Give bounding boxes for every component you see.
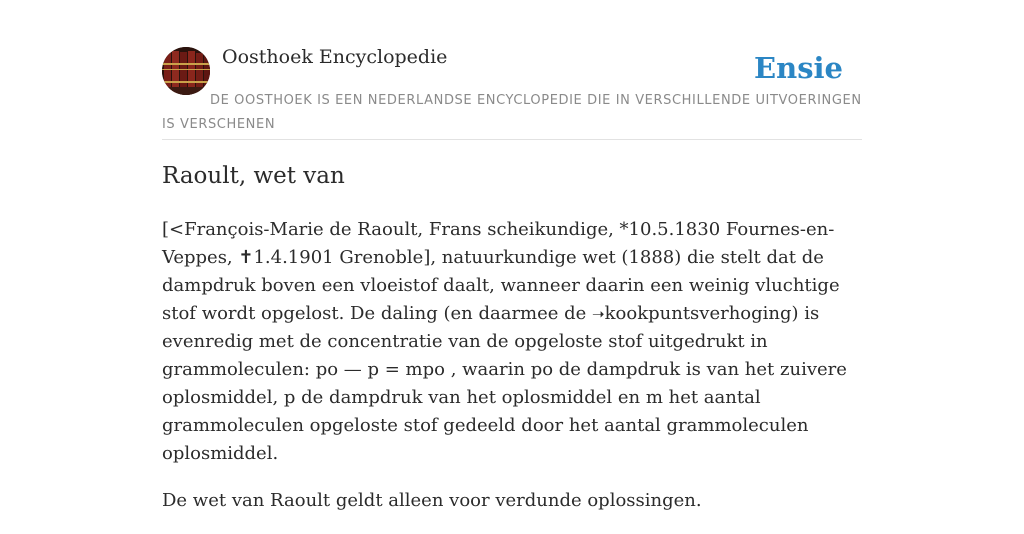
site-header	[162, 0, 862, 140]
paragraph-text: [<François-Marie de Raoult, Frans scheikundige, *10.5.1830 Fournes-en-Veppes, ✝1.4.1901 Grenoble], natuurkundige wet (1888) die stelt dat de dampdruk boven een vloeistof daalt, wanneer daarin een weinig vluchtige stof wordt opgelost. De daling (en daarmee de	[162, 219, 840, 324]
entry-title: Raoult, wet van	[162, 163, 345, 189]
entry-body	[162, 216, 862, 534]
entry-paragraph: De wet van Raoult geldt alleen voor verdunde oplossingen.	[162, 490, 702, 511]
paragraph-text: ) is evenredig met de concentratie van de opgeloste stof uitgedrukt in grammoleculen: po — p = mpo , waarin po de dampdruk is van het zuivere oplosmiddel, p de dampdruk van het oplosmiddel en m het aantal grammoleculen opgeloste stof gedeeld door het aantal grammoleculen oplosmiddel.	[162, 303, 847, 464]
encyclopedia-books-icon[interactable]	[162, 47, 210, 95]
arrow-right-icon: ➝	[592, 305, 605, 323]
site-title[interactable]: Oosthoek Encyclopedie	[222, 46, 448, 68]
brand-logo[interactable]: Ensie	[754, 51, 843, 85]
kookpuntsverhoging-link[interactable]	[592, 303, 792, 324]
entry-paragraph	[162, 216, 862, 468]
page	[162, 0, 862, 511]
site-tagline: DE OOSTHOEK IS EEN NEDERLANDSE ENCYCLOPEDIE DIE IN VERSCHILLENDE UITVOERINGEN IS VERSCHENEN	[162, 93, 862, 132]
link-label: kookpuntsverhoging	[604, 303, 792, 324]
